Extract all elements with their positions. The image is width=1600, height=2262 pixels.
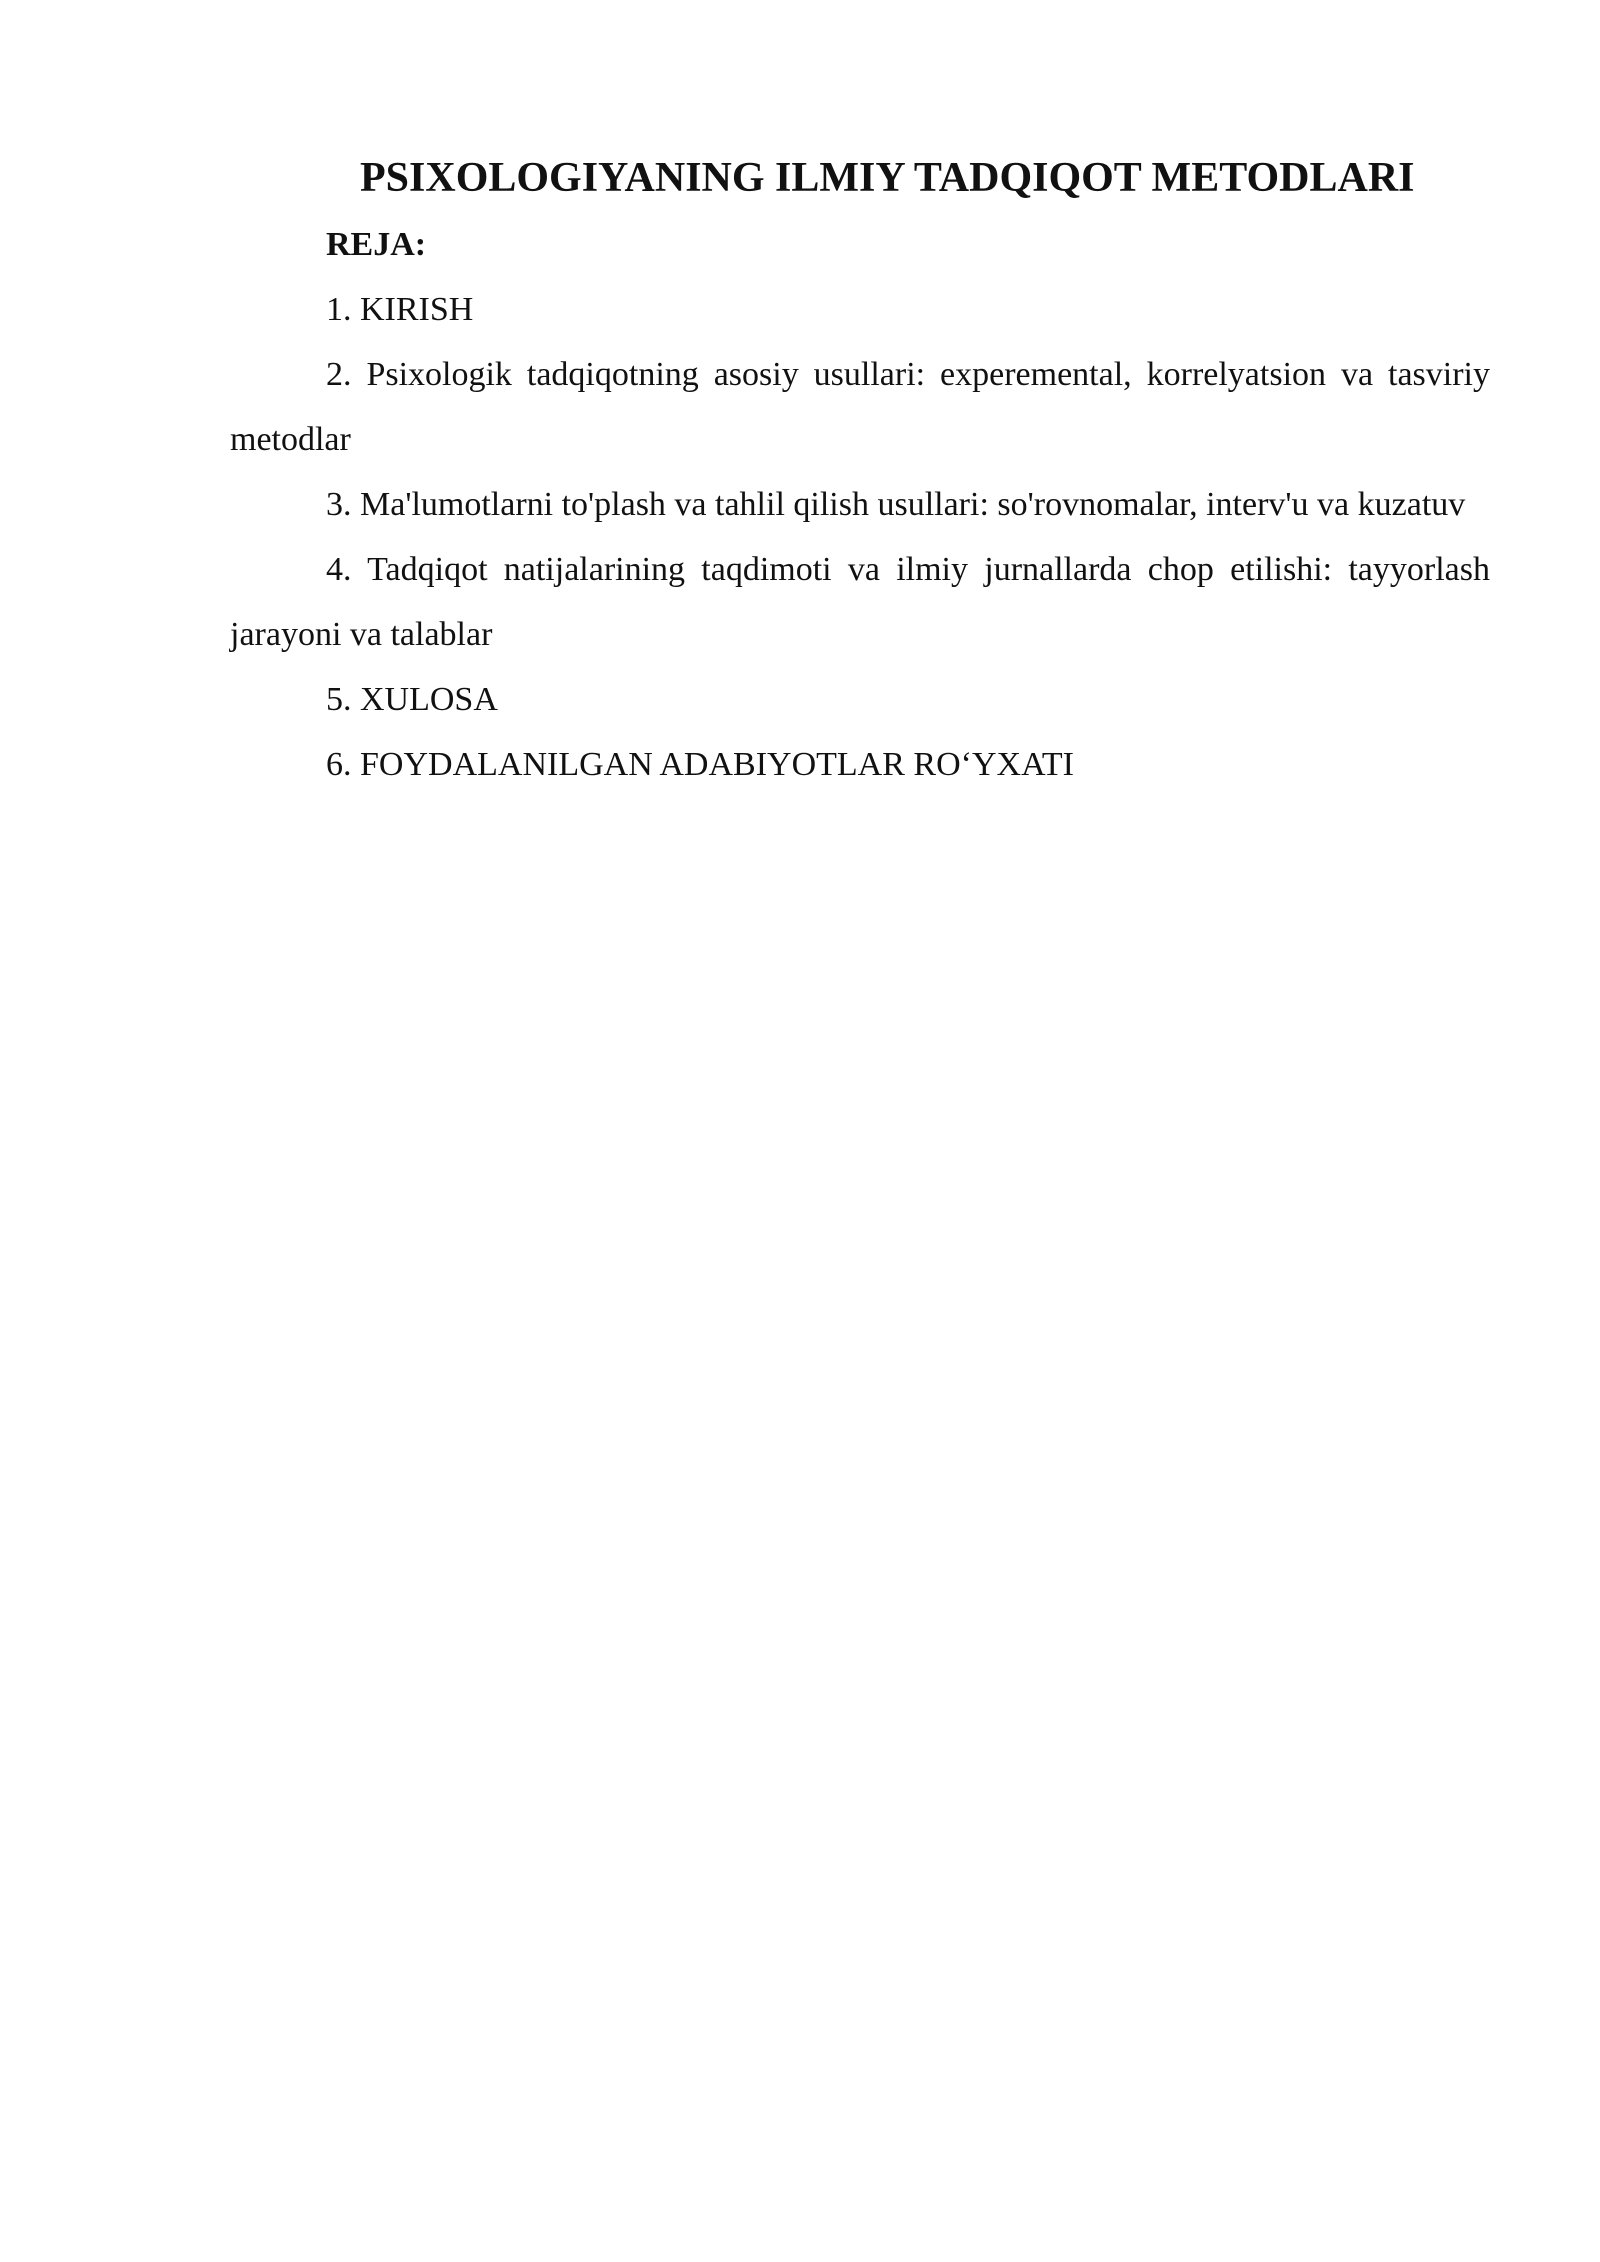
plan-item-publication: 4. Tadqiqot natijalarining taqdimoti va ilmiy jurnallarda chop etilishi: tayyorlash jarayoni va talablar — [230, 551, 1490, 653]
plan-item-research-methods: 2. Psixologik tadqiqotning asosiy usullari: experemental, korrelyatsion va tasviriy metodlar — [230, 356, 1490, 458]
plan-heading: REJA: — [326, 226, 427, 263]
plan-item-introduction: 1. KIRISH — [326, 291, 474, 328]
document-title: PSIXOLOGIYANING ILMIY TADQIQOT METODLARI — [360, 155, 1415, 201]
plan-item-conclusion: 5. XULOSA — [326, 681, 498, 718]
document-body — [230, 150, 1490, 797]
plan-list — [230, 277, 1490, 797]
plan-item-references: 6. FOYDALANILGAN ADABIYOTLAR RO‘YXATI — [326, 746, 1074, 783]
plan-item-data-collection: 3. Ma'lumotlarni to'plash va tahlil qilish usullari: so'rovnomalar, interv'u va kuzatuv — [326, 486, 1466, 523]
